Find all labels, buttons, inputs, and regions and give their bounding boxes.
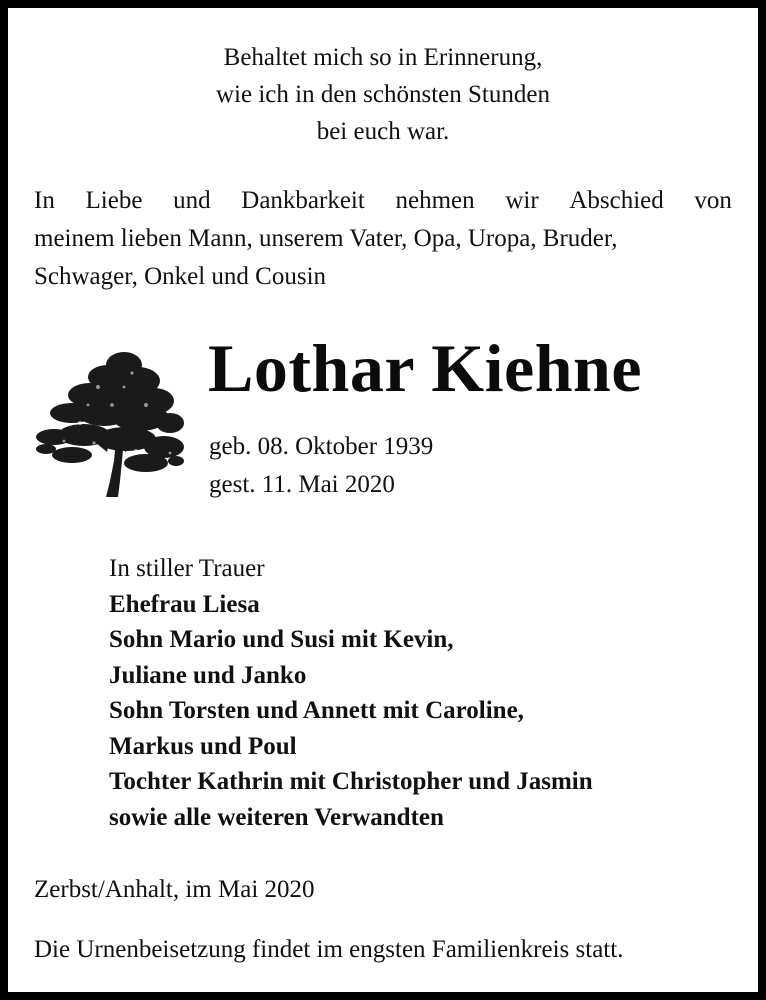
- farewell-word: nehmen: [395, 187, 475, 214]
- mourner-line: Sohn Mario und Susi mit Kevin,: [109, 626, 454, 653]
- poem-line: bei euch war.: [316, 118, 450, 145]
- farewell-word: und: [173, 187, 211, 214]
- mourners-heading: In stiller Trauer: [109, 555, 265, 582]
- tree-icon: [28, 343, 188, 503]
- mourner-line: Tochter Kathrin mit Christopher und Jasmin: [109, 768, 593, 795]
- mourner-line: Juliane und Janko: [109, 661, 307, 689]
- poem-line: Behaltet mich so in Erinnerung,: [223, 44, 543, 71]
- mourner-line: sowie alle weiteren Verwandten: [109, 803, 444, 831]
- farewell-line-1: [34, 182, 732, 220]
- farewell-word: wir: [505, 187, 539, 214]
- farewell-text: [34, 182, 732, 296]
- farewell-word: Liebe: [85, 187, 143, 214]
- farewell-word: Abschied: [569, 187, 664, 214]
- deceased-name: Lothar Kiehne: [208, 330, 643, 406]
- memorial-poem: [8, 39, 758, 150]
- birth-date: geb. 08. Oktober 1939: [209, 433, 434, 460]
- death-date: gest. 11. Mai 2020: [209, 471, 395, 498]
- life-dates: [209, 428, 433, 504]
- poem-line: wie ich in den schönsten Stunden: [216, 81, 550, 108]
- place-and-date: Zerbst/Anhalt, im Mai 2020: [34, 876, 315, 903]
- farewell-word: von: [694, 187, 732, 214]
- mourners-block: [109, 551, 593, 835]
- farewell-line-3: Schwager, Onkel und Cousin: [34, 263, 327, 290]
- farewell-word: Dankbarkeit: [241, 187, 365, 214]
- farewell-word: In: [34, 187, 55, 214]
- farewell-line-2: meinem lieben Mann, unserem Vater, Opa, Uropa, Bruder,: [34, 225, 618, 252]
- burial-note: Die Urnenbeisetzung findet im engsten Familienkreis statt.: [34, 936, 624, 963]
- mourner-line: Markus und Poul: [109, 732, 297, 760]
- mourner-line: Sohn Torsten und Annett mit Caroline,: [109, 697, 524, 724]
- mourner-line: Ehefrau Liesa: [109, 590, 260, 618]
